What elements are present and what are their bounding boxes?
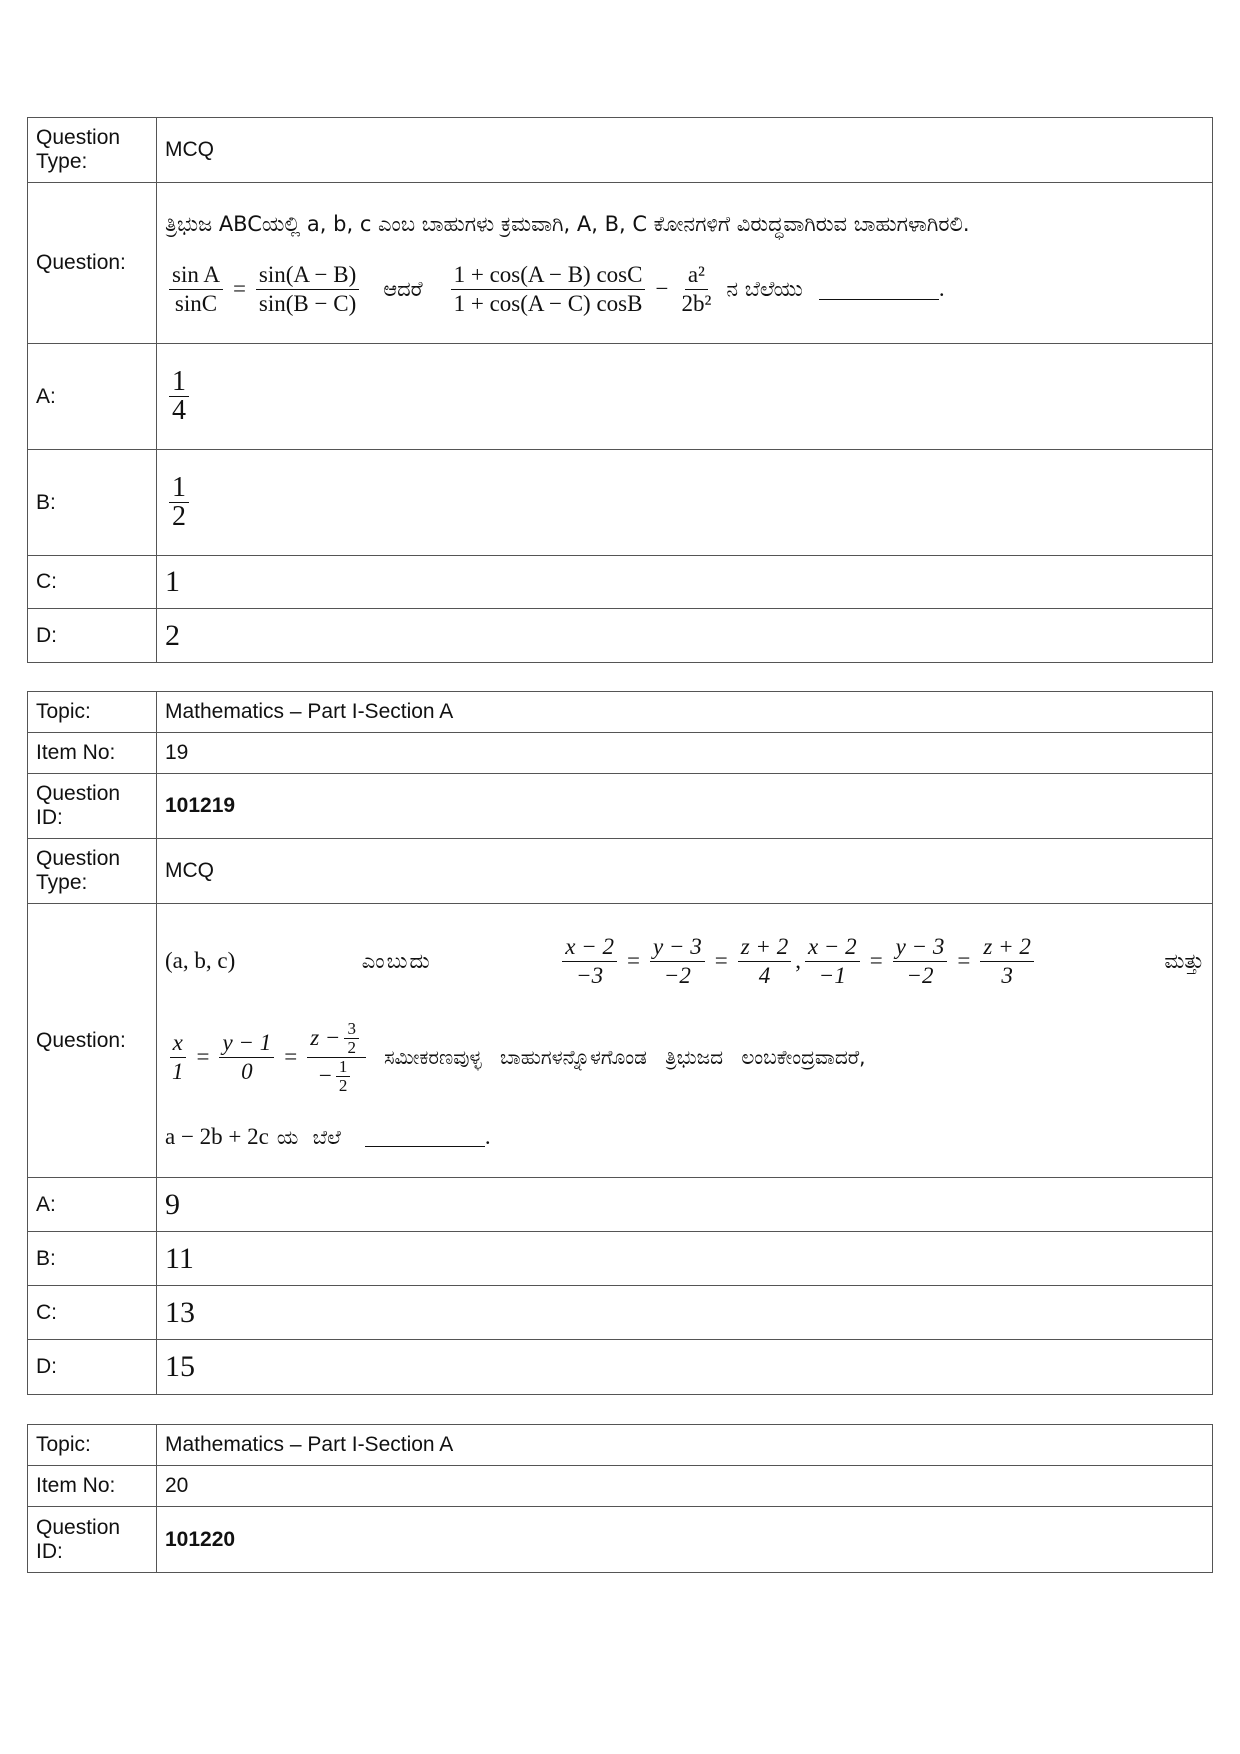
option-a-label: A: [28,1178,157,1232]
topic-label: Topic: [28,692,157,733]
question-id-label: Question ID: [28,774,157,839]
question-label: Question: [28,183,157,344]
question-type-value: MCQ [157,839,1213,904]
item-no-label: Item No: [28,733,157,774]
option-b-label: B: [28,1232,157,1286]
question-body [157,904,1213,1178]
question-table-2 [27,691,1213,1395]
question-label: Question: [28,904,157,1178]
option-c-value: 1 [157,556,1213,609]
item-no-row [28,1466,1213,1507]
fraction-one-quarter: $\frac{1}{4}$ [169,368,189,425]
option-c-label: C: [28,556,157,609]
question-type-row [28,839,1213,904]
item-no-value: 20 [157,1466,1213,1507]
option-a-row [28,1178,1213,1232]
option-b-value [157,450,1213,556]
question-text-line: ತ್ರಿಭುಜ ABCಯಲ್ಲಿ a, b, c ಎಂಬ ಬಾಹುಗಳು ಕ್ರಮವಾಗಿ, A, B, C ಕೋನಗಳಿಗೆ ವಿರುದ್ಧವಾಗಿರುವ ಬಾಹುಗಳಾಗಿರಲಿ. [165,211,970,236]
question-row [28,904,1213,1178]
question-table-3 [27,1424,1213,1573]
option-c-row [28,556,1213,609]
option-d-label: D: [28,609,157,663]
question-formula: $\frac{\text{sin A}}{\sin C}$ = $\frac{\sin(A - B)}{\sin(B - C)}$ ಆದರೆ $\frac{1 + \cos(A - B) \cos C}{1 + \cos(A - C) \cos B}$ − $\frac{\text{a²}}{\text{2b²}}$ ನ ಬೆಲೆಯು . [165,261,1204,318]
question-row [28,183,1213,344]
item-no-row [28,733,1213,774]
question-type-label: Question Type: [28,118,157,183]
line-equations: $\frac{x - 2}{-3}$ = $\frac{y - 3}{-2}$ = $\frac{z + 2}{4}$ , $\frac{x - 2}{-1}$ = $\frac{y - 3}{-2}$ = $\frac{z + 2}{3}$ [558,933,1038,990]
option-c-row [28,1286,1213,1340]
option-d-row [28,609,1213,663]
option-b-value: 11 [157,1232,1213,1286]
option-d-label: D: [28,1340,157,1395]
answer-blank [819,279,939,300]
option-b-row [28,450,1213,556]
option-a-label: A: [28,344,157,450]
question-id-label: Question ID: [28,1507,157,1573]
question-id-value: 101220 [157,1507,1213,1573]
option-b-label: B: [28,450,157,556]
option-d-row [28,1340,1213,1395]
fraction-one-half: $\frac{1}{2}$ [169,474,189,531]
adare-text: ಆದರೆ [383,277,423,301]
question-type-value: MCQ [157,118,1213,183]
option-a-value: 9 [157,1178,1213,1232]
question-id-row [28,774,1213,839]
option-a-value [157,344,1213,450]
option-c-value: 13 [157,1286,1213,1340]
answer-blank [365,1126,485,1147]
question-line-2: $\frac{x}{1}$ = $\frac{y - 1}{0}$ = z − $\frac{3}{2}$ − $\frac{1}{2}$ ಸಮೀಕರಣವುಳ್ಳ ಬಾಹುಗಳನ್ನೊಳಗೊಂಡ ತ್ರಿಭುಜದ ಲಂಬಕೇಂದ್ರವಾದರೆ, [165,1020,1204,1095]
topic-row [28,1425,1213,1466]
fraction-sinA-sinC: $\frac{\text{sin A}}{\sin C}$ [169,261,223,318]
item-no-label: Item No: [28,1466,157,1507]
option-c-label: C: [28,1286,157,1340]
question-type-row [28,118,1213,183]
item-no-value: 19 [157,733,1213,774]
question-type-label: Question Type: [28,839,157,904]
fraction-a2-2b2: $\frac{\text{a²}}{\text{2b²}}$ [681,261,712,316]
topic-label: Topic: [28,1425,157,1466]
question-tail-text: ನ ಬೆಲೆಯು [726,277,803,301]
fraction-cos-expression: $\frac{1 + \cos(A - B) \cos C}{1 + \cos(A - C) \cos B}$ [451,261,646,318]
question-line-1: (a, b, c) ಎಂಬುದು $\frac{x - 2}{-3}$ = $\frac{y - 3}{-2}$ = $\frac{z + 2}{4}$ , $\frac{x - 2}{-1}$ = $\frac{y - 3}{-2}$ = $\frac{z + 2}{3}$ ಮತ್ತು [165,933,1204,988]
question-line-3: a − 2b + 2c ಯ ಬೆಲೆ . [165,1123,491,1149]
question-table-1 [27,117,1213,663]
topic-value: Mathematics – Part I-Section A [157,1425,1213,1466]
nested-fraction: z − $\frac{3}{2}$ − $\frac{1}{2}$ [307,1020,366,1095]
option-b-row [28,1232,1213,1286]
question-id-value: 101219 [157,774,1213,839]
question-id-row [28,1507,1213,1573]
topic-value: Mathematics – Part I-Section A [157,692,1213,733]
fraction-sinAB-sinBC: $\frac{\sin(A - B)}{\sin(B - C)}$ [256,261,359,318]
option-a-row [28,344,1213,450]
topic-row [28,692,1213,733]
question-body [157,183,1213,344]
option-d-value: 2 [157,609,1213,663]
option-d-value: 15 [157,1340,1213,1395]
